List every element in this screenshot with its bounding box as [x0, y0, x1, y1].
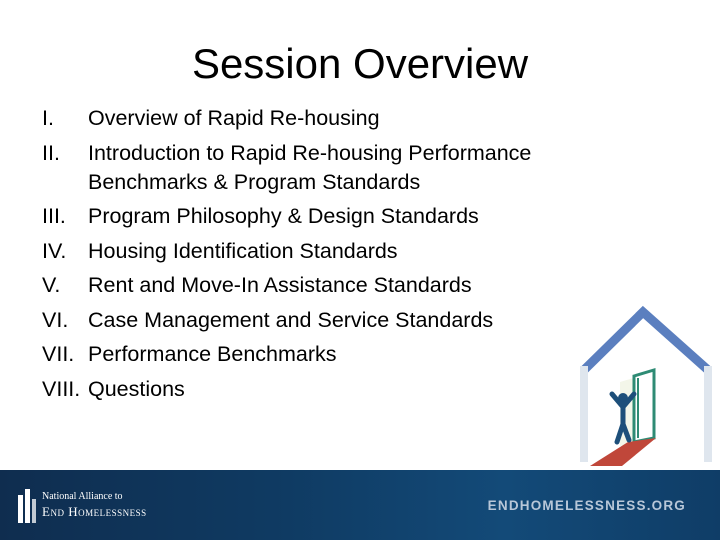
agenda-item-number: VII. — [42, 342, 75, 366]
agenda-item-text: Overview of Rapid Re-housing — [88, 106, 380, 130]
slide-title — [0, 40, 720, 88]
agenda-item-text: Introduction to Rapid Re-housing Performance Benchmarks & Program Standards — [88, 140, 532, 194]
agenda-item — [42, 271, 602, 300]
agenda-item — [42, 202, 602, 231]
agenda-item-number: VI. — [42, 307, 69, 332]
agenda-item — [42, 306, 602, 335]
slide-title-text: Session Overview — [191, 40, 529, 87]
alliance-logo — [16, 487, 176, 527]
agenda-item — [42, 340, 602, 369]
agenda-item-number: III. — [42, 204, 66, 228]
agenda-item-text: Questions — [88, 376, 185, 401]
agenda-list — [42, 104, 602, 409]
agenda-item — [42, 375, 602, 404]
agenda-item-number: I. — [42, 106, 54, 130]
agenda-item-number: V. — [42, 273, 61, 297]
logo-line-2: End Homelessness — [42, 504, 147, 519]
agenda-item-text: Rent and Move-In Assistance Standards — [88, 273, 472, 297]
footer-website[interactable]: ENDHOMELESSNESS.ORG — [487, 498, 686, 513]
agenda-item-number: VIII. — [42, 376, 81, 401]
alliance-logo-icon — [16, 487, 38, 525]
agenda-item — [42, 104, 602, 133]
logo-line-1: National Alliance to — [42, 491, 123, 502]
agenda-item-text: Program Philosophy & Design Standards — [88, 204, 479, 228]
agenda-item — [42, 237, 602, 266]
house-with-open-door-icon — [568, 300, 718, 470]
agenda-item-number: IV. — [42, 238, 67, 263]
agenda-item — [42, 139, 602, 197]
agenda-item-text: Case Management and Service Standards — [88, 307, 494, 332]
agenda-item-number: II. — [42, 140, 60, 165]
footer-bar — [0, 470, 720, 540]
agenda-item-text: Housing Identification Standards — [88, 238, 398, 263]
agenda-item-text: Performance Benchmarks — [88, 342, 337, 366]
